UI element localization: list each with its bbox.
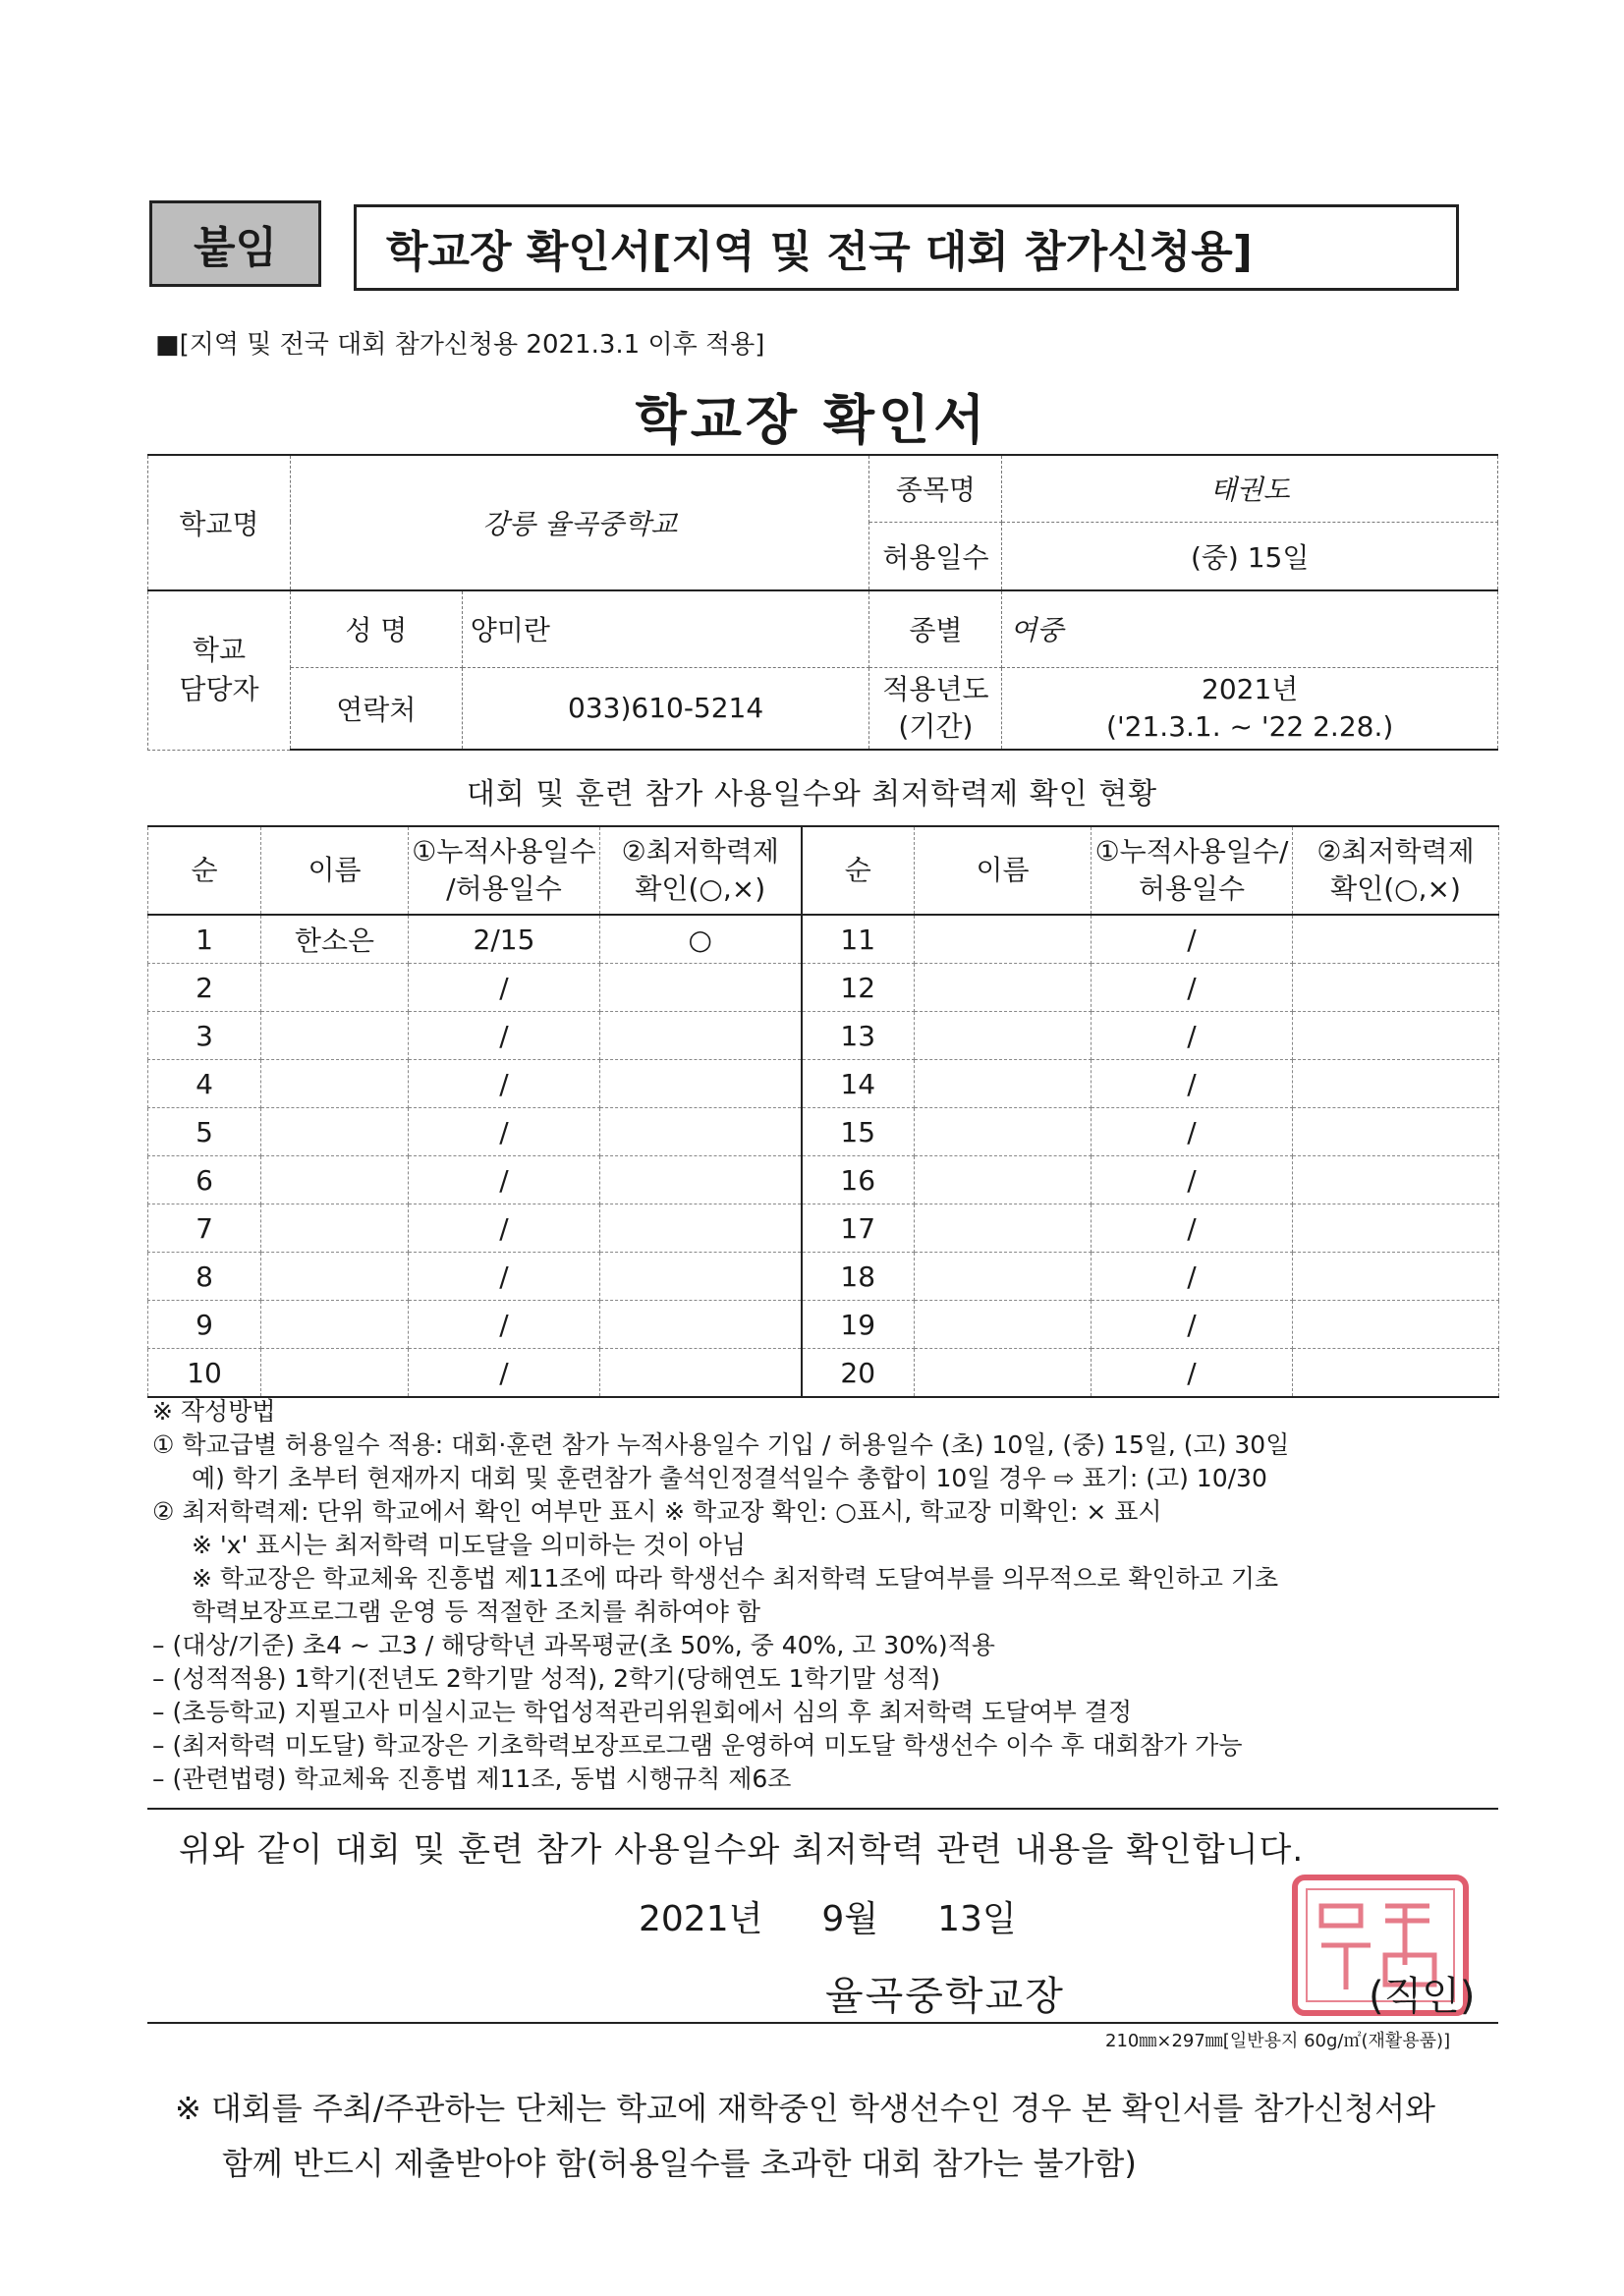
cell-days: / bbox=[1092, 1301, 1293, 1349]
cell-days: / bbox=[1092, 1156, 1293, 1204]
cell-check bbox=[1293, 1060, 1499, 1108]
cell-check bbox=[600, 1253, 802, 1301]
header-no-right: 순 bbox=[802, 826, 915, 915]
table-row bbox=[148, 1253, 1499, 1301]
footer-note bbox=[175, 2081, 1435, 2191]
cell-no: 15 bbox=[802, 1108, 915, 1156]
cell-name bbox=[915, 1060, 1092, 1108]
issue-date bbox=[639, 1891, 1076, 1941]
cell-no: 3 bbox=[148, 1012, 261, 1060]
footer-line: 함께 반드시 제출받아야 함(허용일수를 초과한 대회 참가는 불가함) bbox=[222, 2145, 1137, 2182]
divider bbox=[147, 2022, 1498, 2024]
sub-note: ■[지역 및 전국 대회 참가신청용 2021.3.1 이후 적용] bbox=[155, 330, 765, 360]
cell-check bbox=[600, 1204, 802, 1253]
cell-no: 10 bbox=[148, 1349, 261, 1398]
cell-check bbox=[600, 1012, 802, 1060]
note-item: 학력보장프로그램 운영 등 적절한 조치를 취하여야 함 bbox=[192, 1597, 760, 1626]
info-table bbox=[147, 454, 1498, 751]
sport-label: 종목명 bbox=[869, 455, 1002, 522]
divider bbox=[147, 1808, 1498, 1810]
note-item: 예) 학기 초부터 현재까지 대회 및 훈련참가 출석인정결석일수 총합이 10일 경우 ⇨ 표기: (고) 10/30 bbox=[192, 1464, 1267, 1492]
cell-name bbox=[915, 964, 1092, 1012]
cell-name bbox=[915, 1253, 1092, 1301]
cell-days: / bbox=[409, 964, 600, 1012]
cell-no: 4 bbox=[148, 1060, 261, 1108]
note-item: – (초등학교) 지필고사 미실시교는 학업성적관리위원회에서 심의 후 최저학력 도달여부 결정 bbox=[152, 1698, 1133, 1726]
cell-days: / bbox=[1092, 1253, 1293, 1301]
name-label: 성 명 bbox=[290, 590, 462, 667]
cell-no: 11 bbox=[802, 915, 915, 964]
cell-name bbox=[261, 1349, 409, 1398]
cell-name bbox=[915, 1204, 1092, 1253]
seal-label: (직인) bbox=[1369, 1974, 1476, 2019]
footer-line: ※ 대회를 주최/주관하는 단체는 학교에 재학중인 학생선수인 경우 본 확인서를 참가신청서와 bbox=[175, 2090, 1436, 2127]
note-item: ② 최저학력제: 단위 학교에서 확인 여부만 표시 ※ 학교장 확인: ○표시, 학교장 미확인: × 표시 bbox=[152, 1497, 1162, 1526]
note-item: – (대상/기준) 초4 ~ 고3 / 해당학년 과목평균(초 50%, 중 40%, 고 30%)적용 bbox=[152, 1631, 995, 1659]
cell-check bbox=[600, 1108, 802, 1156]
cell-check bbox=[600, 1060, 802, 1108]
cell-days: / bbox=[1092, 1108, 1293, 1156]
cell-check bbox=[600, 1156, 802, 1204]
contact-label: 연락처 bbox=[290, 667, 462, 750]
attachment-badge: 붙임 bbox=[149, 200, 321, 287]
header-no: 순 bbox=[148, 826, 261, 915]
table-row bbox=[148, 1349, 1499, 1398]
table-row bbox=[148, 1156, 1499, 1204]
cell-name bbox=[915, 1349, 1092, 1398]
date-year: 2021년 bbox=[639, 1899, 763, 1939]
signer-name: 율곡중학교장 bbox=[825, 1974, 1065, 2019]
cell-check bbox=[1293, 964, 1499, 1012]
cell-check bbox=[1293, 1012, 1499, 1060]
cell-days: / bbox=[409, 1349, 600, 1398]
note-item: ① 학교급별 허용일수 적용: 대회·훈련 참가 누적사용일수 기입 / 허용일수 (초) 10일, (중) 15일, (고) 30일 bbox=[152, 1430, 1290, 1459]
gender-label: 종별 bbox=[869, 590, 1002, 667]
cell-days: / bbox=[409, 1301, 600, 1349]
cell-days: / bbox=[409, 1012, 600, 1060]
cell-no: 20 bbox=[802, 1349, 915, 1398]
writing-notes bbox=[152, 1395, 1498, 1796]
cell-name bbox=[261, 1156, 409, 1204]
cell-name bbox=[261, 964, 409, 1012]
cell-days: / bbox=[1092, 1349, 1293, 1398]
cell-name bbox=[261, 1204, 409, 1253]
cell-check bbox=[1293, 1156, 1499, 1204]
table-row bbox=[148, 1204, 1499, 1253]
cell-days: / bbox=[1092, 1204, 1293, 1253]
cell-check bbox=[1293, 915, 1499, 964]
table-row bbox=[148, 964, 1499, 1012]
header-name-right: 이름 bbox=[915, 826, 1092, 915]
table-row bbox=[148, 1301, 1499, 1349]
sport-value: 태권도 bbox=[1002, 455, 1498, 522]
cell-check bbox=[1293, 1253, 1499, 1301]
cell-name bbox=[261, 1060, 409, 1108]
cell-no: 13 bbox=[802, 1012, 915, 1060]
section-title: 대회 및 훈련 참가 사용일수와 최저학력제 확인 현황 bbox=[466, 777, 1158, 812]
table-row bbox=[148, 915, 1499, 964]
cell-no: 17 bbox=[802, 1204, 915, 1253]
cell-days: / bbox=[409, 1253, 600, 1301]
note-item: ※ 'x' 표시는 최저학력 미도달을 의미하는 것이 아님 bbox=[192, 1531, 746, 1559]
table-row bbox=[148, 1108, 1499, 1156]
cell-name bbox=[915, 1108, 1092, 1156]
cell-name bbox=[261, 1253, 409, 1301]
date-day: 13일 bbox=[937, 1899, 1017, 1939]
note-item: ※ 학교장은 학교체육 진흥법 제11조에 따라 학생선수 최저학력 도달여부를 의무적으로 확인하고 기초 bbox=[192, 1564, 1279, 1593]
cell-no: 16 bbox=[802, 1156, 915, 1204]
cell-no: 1 bbox=[148, 915, 261, 964]
note-item: – (관련법령) 학교체육 진흥법 제11조, 동법 시행규칙 제6조 bbox=[152, 1764, 792, 1793]
note-item: – (성적적용) 1학기(전년도 2학기말 성적), 2학기(당해연도 1학기말 성적) bbox=[152, 1664, 940, 1693]
cell-check bbox=[600, 1349, 802, 1398]
header-check-right: ②최저학력제 확인(○,×) bbox=[1293, 826, 1499, 915]
cell-days: / bbox=[1092, 1012, 1293, 1060]
cell-no: 8 bbox=[148, 1253, 261, 1301]
cell-no: 6 bbox=[148, 1156, 261, 1204]
cell-no: 7 bbox=[148, 1204, 261, 1253]
table-row bbox=[148, 1012, 1499, 1060]
paper-spec: 210㎜×297㎜[일반용지 60g/㎡(재활용품)] bbox=[1105, 2031, 1451, 2051]
note-heading: ※ 작성방법 bbox=[152, 1397, 276, 1426]
cell-name bbox=[915, 1301, 1092, 1349]
cell-no: 14 bbox=[802, 1060, 915, 1108]
cell-no: 19 bbox=[802, 1301, 915, 1349]
cell-name bbox=[915, 915, 1092, 964]
cell-days: / bbox=[409, 1156, 600, 1204]
document-title: 학교장 확인서 bbox=[635, 389, 989, 451]
header-title: 학교장 확인서[지역 및 전국 대회 참가신청용] bbox=[354, 204, 1459, 291]
cell-days: / bbox=[1092, 1060, 1293, 1108]
contact-value: 033)610-5214 bbox=[462, 667, 869, 750]
cell-days: / bbox=[1092, 964, 1293, 1012]
gender-value: 여중 bbox=[1002, 590, 1498, 667]
cell-days: 2/15 bbox=[409, 915, 600, 964]
cell-no: 12 bbox=[802, 964, 915, 1012]
header-days-right: ①누적사용일수/ 허용일수 bbox=[1092, 826, 1293, 915]
table-row bbox=[148, 1060, 1499, 1108]
cell-no: 5 bbox=[148, 1108, 261, 1156]
cell-check bbox=[1293, 1108, 1499, 1156]
cell-no: 2 bbox=[148, 964, 261, 1012]
cell-name bbox=[915, 1012, 1092, 1060]
note-item: – (최저학력 미도달) 학교장은 기초학력보장프로그램 운영하여 미도달 학생선수 이수 후 대회참가 가능 bbox=[152, 1731, 1243, 1760]
header-name: 이름 bbox=[261, 826, 409, 915]
cell-check bbox=[1293, 1204, 1499, 1253]
manager-label: 학교 담당자 bbox=[148, 590, 291, 750]
header-check: ②최저학력제 확인(○,×) bbox=[600, 826, 802, 915]
cell-no: 9 bbox=[148, 1301, 261, 1349]
date-month: 9월 bbox=[821, 1899, 879, 1939]
header-days: ①누적사용일수 /허용일수 bbox=[409, 826, 600, 915]
cell-check: ○ bbox=[600, 915, 802, 964]
cell-days: / bbox=[409, 1108, 600, 1156]
cell-no: 18 bbox=[802, 1253, 915, 1301]
cell-days: / bbox=[409, 1060, 600, 1108]
cell-name: 한소은 bbox=[261, 915, 409, 964]
cell-name bbox=[261, 1108, 409, 1156]
cell-days: / bbox=[409, 1204, 600, 1253]
allowed-label: 허용일수 bbox=[869, 522, 1002, 590]
cell-days: / bbox=[1092, 915, 1293, 964]
cell-check bbox=[600, 1301, 802, 1349]
school-value: 강릉 율곡중학교 bbox=[290, 455, 869, 590]
cell-name bbox=[261, 1012, 409, 1060]
confirm-text: 위와 같이 대회 및 훈련 참가 사용일수와 최저학력 관련 내용을 확인합니다. bbox=[179, 1830, 1305, 1870]
cell-name bbox=[261, 1301, 409, 1349]
cell-check bbox=[600, 964, 802, 1012]
year-value: 2021년 ('21.3.1. ~ '22 2.28.) bbox=[1002, 667, 1498, 750]
name-value: 양미란 bbox=[462, 590, 869, 667]
cell-name bbox=[915, 1156, 1092, 1204]
year-label: 적용년도 (기간) bbox=[869, 667, 1002, 750]
allowed-value: (중) 15일 bbox=[1002, 522, 1498, 590]
school-label: 학교명 bbox=[148, 455, 291, 590]
usage-table bbox=[147, 825, 1499, 1398]
cell-check bbox=[1293, 1301, 1499, 1349]
cell-check bbox=[1293, 1349, 1499, 1398]
